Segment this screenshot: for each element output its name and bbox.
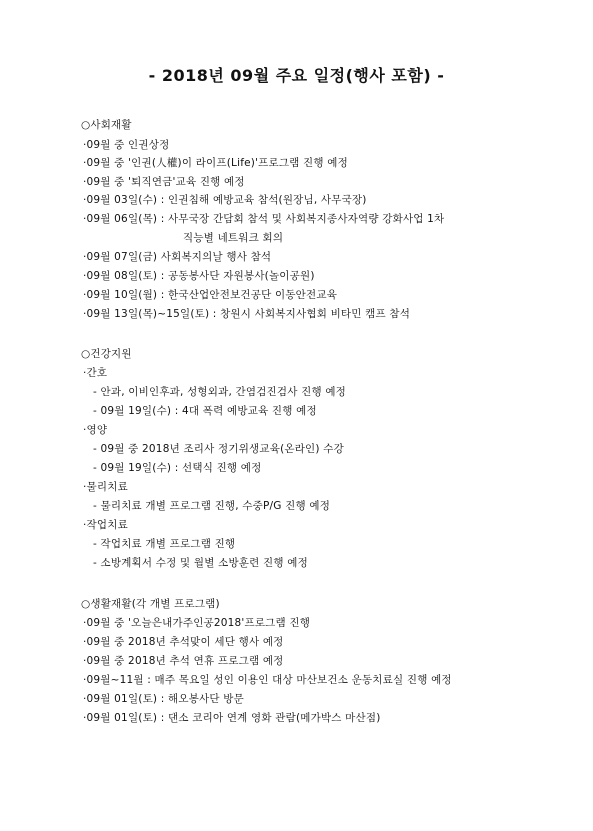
section-header-health: ○건강지원	[81, 348, 132, 360]
list-item: ·09월 중 '퇴직연금'교육 진행 예정	[83, 176, 245, 188]
list-item: - 소방계획서 수정 및 월별 소방훈련 진행 예정	[93, 557, 308, 569]
section-header-living: ○생활재활(각 개별 프로그램)	[81, 598, 220, 610]
list-item: - 09월 중 2018년 조리사 정기위생교육(온라인) 수강	[93, 443, 344, 455]
list-item: ·09월 01일(토) : 댄소 코리아 연계 영화 관람(메가박스 마산점)	[83, 712, 381, 724]
page-title: - 2018년 09월 주요 일정(행사 포함) -	[148, 66, 445, 85]
list-item: ·09월 중 인권상정	[83, 139, 170, 151]
list-item: ·09월 중 2018년 추석 연휴 프로그램 예정	[83, 655, 284, 667]
list-item: - 안과, 이비인후과, 성형외과, 간염검진검사 진행 예정	[93, 386, 347, 398]
subsection-nutrition: ·영양	[83, 424, 108, 436]
list-item: ·09월 01일(토) : 해오봉사단 방문	[83, 693, 244, 705]
list-item: ·09월 중 '오늘은내가주인공2018'프로그램 진행	[83, 617, 311, 629]
subsection-nursing: ·간호	[83, 367, 108, 379]
list-item: ·09월 13일(목)~15일(토) : 창원시 사회복지사협회 비타민 캠프 참석	[83, 308, 411, 320]
list-item: - 작업치료 개별 프로그램 진행	[93, 538, 236, 550]
list-item: ·09월 03일(수) : 인권침해 예방교육 참석(원장님, 사무국장)	[83, 194, 367, 206]
subsection-physical-therapy: ·물리치료	[83, 481, 128, 493]
section-header-social: ○사회재활	[81, 119, 132, 131]
list-item: - 09월 19일(수) : 선택식 진행 예정	[93, 462, 262, 474]
list-item: ·09월 07일(금) 사회복지의날 행사 참석	[83, 251, 272, 263]
list-item-continuation: 직능별 네트워크 회의	[183, 232, 284, 244]
list-item: ·09월 중 '인권(人權)이 라이프(Life)'프로그램 진행 예정	[83, 157, 348, 169]
list-item: ·09월 중 2018년 추석맞이 세단 행사 예정	[83, 636, 284, 648]
list-item: - 09월 19일(수) : 4대 폭력 예방교육 진행 예정	[93, 405, 317, 417]
subsection-occupational-therapy: ·작업치료	[83, 519, 128, 531]
list-item: - 물리치료 개별 프로그램 진행, 수중P/G 진행 예정	[93, 500, 331, 512]
list-item: ·09월 08일(토) : 공동봉사단 자원봉사(놀이공원)	[83, 270, 315, 282]
list-item: ·09월~11월 : 매주 목요일 성인 이용인 대상 마산보건소 운동치료실 진행 예정	[83, 674, 452, 686]
list-item: ·09월 10일(월) : 한국산업안전보건공단 이동안전교육	[83, 289, 338, 301]
list-item: ·09월 06일(목) : 사무국장 간담회 참석 및 사회복지종사자역량 강화사업 1차	[83, 213, 445, 225]
